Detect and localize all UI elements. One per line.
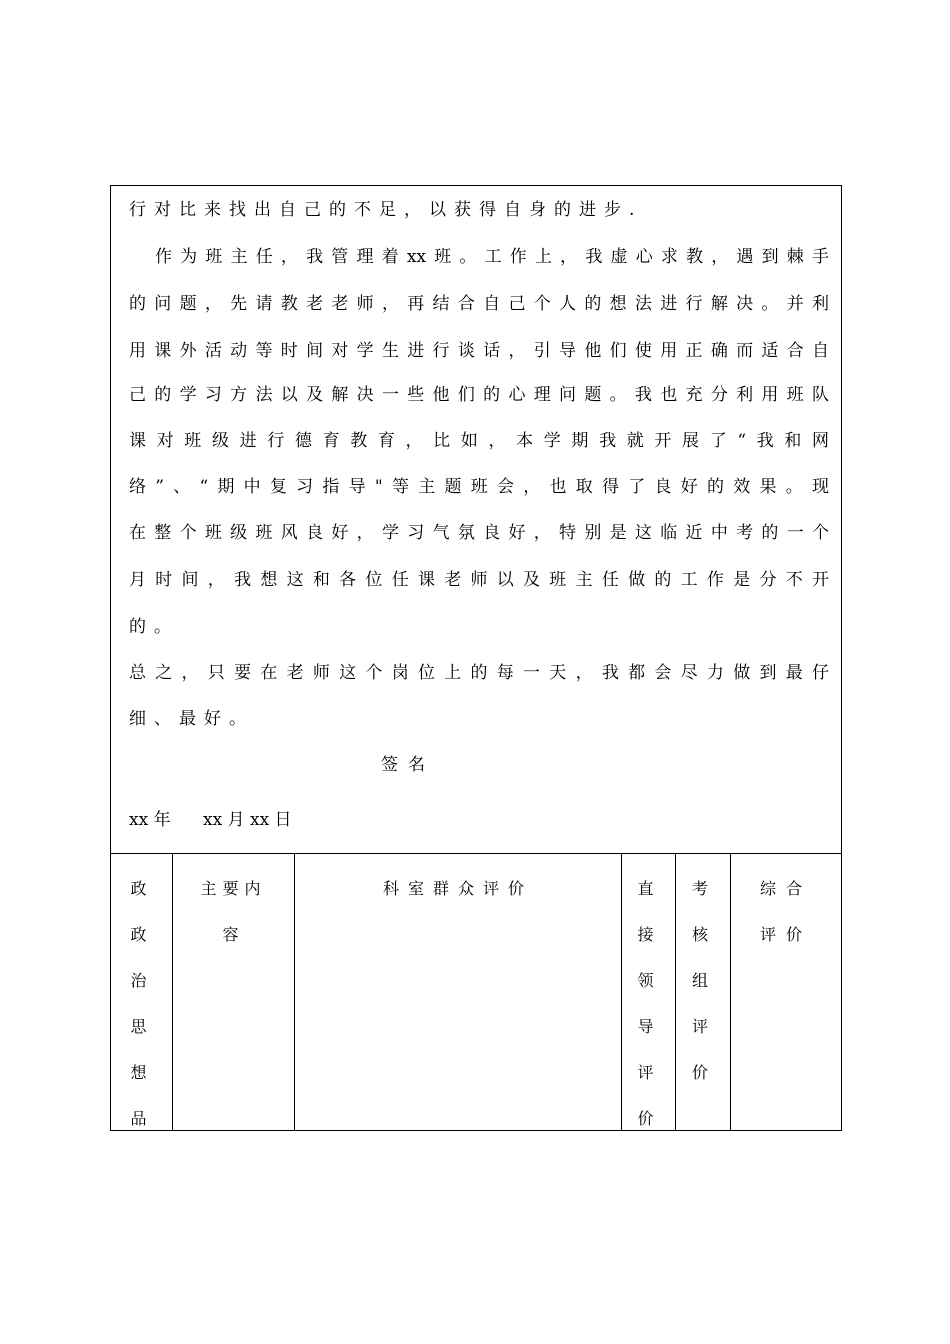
signature-label: 签名 bbox=[381, 755, 435, 775]
body-line-4: 用课外活动等时间对学生进行谈话，引导他们使用正确而适合自 bbox=[129, 341, 829, 361]
self-summary-section bbox=[111, 186, 841, 854]
col-overall-evaluation bbox=[731, 854, 841, 1130]
body-line-11: 总之，只要在老师这个岗位上的每一天，我都会尽力做到最仔 bbox=[129, 663, 829, 683]
evaluation-table bbox=[111, 854, 841, 1130]
col-department-evaluation-label: 科室群众评价 bbox=[382, 879, 533, 898]
body-line-5: 己的学习方法以及解决一些他们的心理问题。我也充分利用班队 bbox=[129, 385, 829, 405]
col-main-content bbox=[173, 854, 295, 1130]
col-department-evaluation bbox=[295, 854, 622, 1130]
evaluation-form bbox=[110, 185, 842, 1131]
body-line-6: 课对班级进行德育教育，比如，本学期我就开展了“我和网 bbox=[129, 431, 829, 451]
col-assessment-group-evaluation bbox=[676, 854, 731, 1130]
col-direct-leader-evaluation-label: 直 接 领 导 评 价 bbox=[637, 879, 660, 1128]
col-assessment-group-evaluation-label: 考 核 组 评 价 bbox=[691, 879, 714, 1082]
body-line-2: 作为班主任，我管理着xx班。工作上，我虚心求教，遇到棘手 bbox=[155, 247, 829, 267]
body-line-10: 的。 bbox=[129, 617, 179, 637]
col-political-ideology-label: 政 政 治 思 想 品 bbox=[130, 879, 153, 1128]
col-political-ideology bbox=[111, 854, 173, 1130]
col-overall-evaluation-label: 综合 评价 bbox=[759, 879, 812, 944]
body-line-7: 络”、“期中复习指导"等主题班会，也取得了良好的效果。现 bbox=[129, 477, 829, 497]
body-line-1: 行对比来找出自己的不足，以获得自身的进步. bbox=[129, 200, 643, 220]
col-direct-leader-evaluation bbox=[622, 854, 676, 1130]
body-line-8: 在整个班级班风良好，学习气氛良好，特别是这临近中考的一个 bbox=[129, 523, 829, 543]
col-main-content-label: 主要内 容 bbox=[200, 879, 267, 944]
body-line-12: 细、最好。 bbox=[129, 709, 254, 729]
body-line-9: 月时间，我想这和各位任课老师以及班主任做的工作是分不开 bbox=[129, 570, 829, 590]
body-line-3: 的问题，先请教老老师，再结合自己个人的想法进行解决。并利 bbox=[129, 294, 829, 314]
date-line: xx 年 xx 月 xx 日 bbox=[129, 810, 292, 830]
